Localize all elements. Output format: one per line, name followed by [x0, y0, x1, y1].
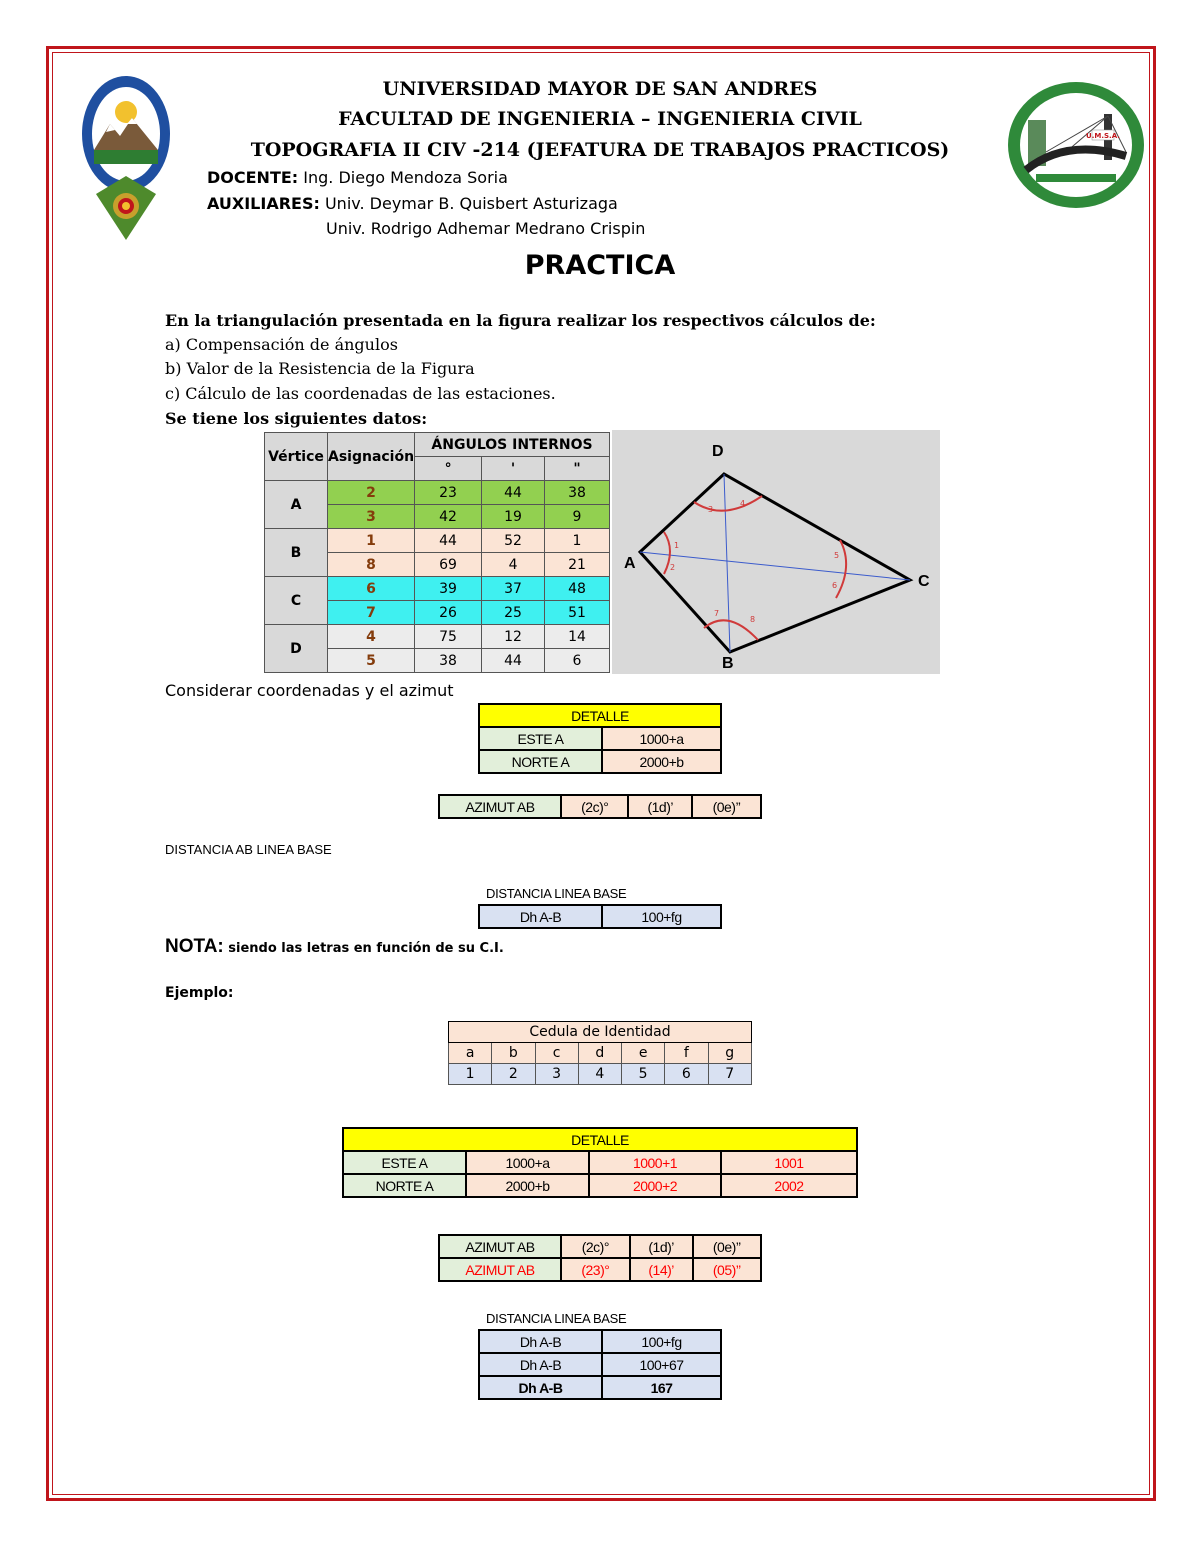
este-substituted: 1000+1: [589, 1151, 721, 1174]
deg-cell: 69: [415, 553, 482, 577]
table-row: [265, 481, 610, 505]
vertex-cell: A: [265, 481, 328, 529]
asig-cell: 1: [327, 529, 414, 553]
ci-digit: 5: [622, 1064, 665, 1085]
deg-cell: 75: [415, 625, 482, 649]
task-b: b) Valor de la Resistencia de la Figura: [165, 359, 475, 378]
azimut-label: AZIMUT AB: [439, 795, 561, 818]
table-row: [265, 625, 610, 649]
table-row: [265, 577, 610, 601]
header-sec: ": [545, 457, 610, 481]
azimut-example-table: [438, 1234, 762, 1282]
triangulation-figure: [612, 430, 940, 674]
dh-value: 100+67: [602, 1353, 721, 1376]
deg-cell: 39: [415, 577, 482, 601]
sec-cell: 14: [545, 625, 610, 649]
distancia-table: [478, 904, 722, 929]
azimut-sec: (05)’’: [693, 1258, 761, 1281]
ci-letter: d: [578, 1043, 621, 1064]
azimut-sec: (0e)’’: [692, 795, 761, 818]
vertex-label-b: B: [722, 655, 734, 672]
deg-cell: 38: [415, 649, 482, 673]
min-cell: 12: [482, 625, 545, 649]
azimut-min: (1d)’: [630, 1235, 693, 1258]
sec-cell: 6: [545, 649, 610, 673]
este-label: ESTE A: [479, 727, 602, 750]
sec-cell: 38: [545, 481, 610, 505]
azimut-deg: (2c)°: [561, 1235, 630, 1258]
este-value: 1000+a: [602, 727, 721, 750]
university-name: UNIVERSIDAD MAYOR DE SAN ANDRES: [382, 78, 818, 100]
azimut-table: [438, 794, 762, 819]
task-a: a) Compensación de ángulos: [165, 335, 398, 354]
angle-num-5: 5: [834, 551, 840, 560]
angles-table: [264, 432, 610, 673]
norte-result: 2002: [721, 1174, 857, 1197]
azimut-label: AZIMUT AB: [439, 1235, 561, 1258]
azimut-label: AZIMUT AB: [439, 1258, 561, 1281]
detalle-example-table: [342, 1127, 858, 1198]
sec-cell: 9: [545, 505, 610, 529]
angle-num-4: 4: [740, 499, 746, 508]
este-formula: 1000+a: [466, 1151, 589, 1174]
distancia-ab-label: DISTANCIA AB LINEA BASE: [165, 842, 332, 857]
detalle-title: DETALLE: [479, 704, 721, 727]
norte-label: NORTE A: [343, 1174, 466, 1197]
umsa-badge-text: U.M.S.A.: [1086, 132, 1120, 140]
min-cell: 44: [482, 481, 545, 505]
vertex-cell: D: [265, 625, 328, 673]
docente-label: DOCENTE:: [207, 168, 299, 187]
sec-cell: 51: [545, 601, 610, 625]
dh-result: 167: [602, 1376, 721, 1399]
considerar-line: Considerar coordenadas y el azimut: [165, 681, 454, 700]
ci-table: [448, 1021, 752, 1085]
azimut-min: (1d)’: [628, 795, 692, 818]
dh-label: Dh A-B: [479, 905, 602, 928]
asig-cell: 4: [327, 625, 414, 649]
min-cell: 25: [482, 601, 545, 625]
datos-line: Se tiene los siguientes datos:: [165, 409, 428, 428]
dh-label: Dh A-B: [479, 1376, 602, 1399]
deg-cell: 23: [415, 481, 482, 505]
norte-label: NORTE A: [479, 750, 602, 773]
auxiliares-label: AUXILIARES:: [207, 194, 320, 213]
dh-label: Dh A-B: [479, 1330, 602, 1353]
vertex-cell: C: [265, 577, 328, 625]
min-cell: 37: [482, 577, 545, 601]
task-c: c) Cálculo de las coordenadas de las estaciones.: [165, 384, 556, 403]
detalle-table: [478, 703, 722, 774]
auxiliares-line: [207, 194, 618, 213]
ci-digit: 1: [449, 1064, 492, 1085]
dist-title: DISTANCIA LINEA BASE: [486, 1311, 627, 1326]
min-cell: 19: [482, 505, 545, 529]
azimut-deg: (2c)°: [561, 795, 628, 818]
angle-num-7: 7: [714, 609, 720, 618]
distancia-example-table: [478, 1329, 722, 1400]
asig-cell: 5: [327, 649, 414, 673]
dh-label: Dh A-B: [479, 1353, 602, 1376]
este-label: ESTE A: [343, 1151, 466, 1174]
table-row: [265, 529, 610, 553]
deg-cell: 44: [415, 529, 482, 553]
vertex-label-d: D: [712, 443, 724, 460]
angle-num-8: 8: [750, 615, 756, 624]
min-cell: 52: [482, 529, 545, 553]
ejemplo-label: Ejemplo:: [165, 985, 234, 1001]
este-result: 1001: [721, 1151, 857, 1174]
vertex-cell: B: [265, 529, 328, 577]
angle-num-1: 1: [674, 541, 680, 550]
vertex-label-c: C: [918, 573, 930, 590]
auxiliar-1: Univ. Deymar B. Quisbert Asturizaga: [319, 194, 618, 213]
vertex-label-a: A: [624, 555, 636, 572]
azimut-min: (14)’: [630, 1258, 693, 1281]
header-angulos: ÁNGULOS INTERNOS: [415, 433, 610, 457]
faculty-name: FACULTAD DE INGENIERIA – INGENIERIA CIVIL: [338, 108, 862, 130]
dh-value: 100+fg: [602, 1330, 721, 1353]
ci-digit: 7: [708, 1064, 752, 1085]
ci-letter: c: [535, 1043, 578, 1064]
ci-digit: 2: [492, 1064, 535, 1085]
nota-line: [165, 936, 504, 958]
ci-letter: e: [622, 1043, 665, 1064]
min-cell: 44: [482, 649, 545, 673]
deg-cell: 42: [415, 505, 482, 529]
ci-digit: 3: [535, 1064, 578, 1085]
dist-title: DISTANCIA LINEA BASE: [486, 886, 627, 901]
asig-cell: 6: [327, 577, 414, 601]
asig-cell: 2: [327, 481, 414, 505]
dh-value: 100+fg: [602, 905, 721, 928]
ci-letter: a: [449, 1043, 492, 1064]
ci-letter: g: [708, 1043, 752, 1064]
min-cell: 4: [482, 553, 545, 577]
auxiliar-2: Univ. Rodrigo Adhemar Medrano Crispin: [326, 219, 646, 238]
nota-text: siendo las letras en función de su C.I.: [223, 941, 504, 956]
azimut-deg: (23)°: [561, 1258, 630, 1281]
norte-value: 2000+b: [602, 750, 721, 773]
angle-num-2: 2: [670, 563, 676, 572]
angle-num-6: 6: [832, 581, 838, 590]
page-title: PRACTICA: [524, 250, 676, 281]
sec-cell: 48: [545, 577, 610, 601]
docente-line: [207, 168, 508, 187]
asig-cell: 8: [327, 553, 414, 577]
deg-cell: 26: [415, 601, 482, 625]
nota-label: NOTA:: [165, 936, 224, 957]
angle-num-3: 3: [708, 505, 714, 514]
norte-formula: 2000+b: [466, 1174, 589, 1197]
ci-digit: 4: [578, 1064, 621, 1085]
docente-name: Ing. Diego Mendoza Soria: [298, 168, 508, 187]
header-vertice: Vértice: [265, 433, 328, 481]
ci-digit: 6: [665, 1064, 708, 1085]
intro-line: En la triangulación presentada en la figura realizar los respectivos cálculos de:: [165, 311, 876, 330]
header-asignacion: Asignación: [327, 433, 414, 481]
azimut-sec: (0e)’’: [693, 1235, 761, 1258]
ci-title: Cedula de Identidad: [449, 1022, 752, 1043]
asig-cell: 3: [327, 505, 414, 529]
asig-cell: 7: [327, 601, 414, 625]
sec-cell: 1: [545, 529, 610, 553]
header-deg: °: [415, 457, 482, 481]
ci-letter: b: [492, 1043, 535, 1064]
course-name: TOPOGRAFIA II CIV -214 (JEFATURA DE TRABAJOS PRACTICOS): [250, 139, 950, 161]
sec-cell: 21: [545, 553, 610, 577]
detalle-title: DETALLE: [343, 1128, 857, 1151]
header-min: ': [482, 457, 545, 481]
norte-substituted: 2000+2: [589, 1174, 721, 1197]
ci-letter: f: [665, 1043, 708, 1064]
